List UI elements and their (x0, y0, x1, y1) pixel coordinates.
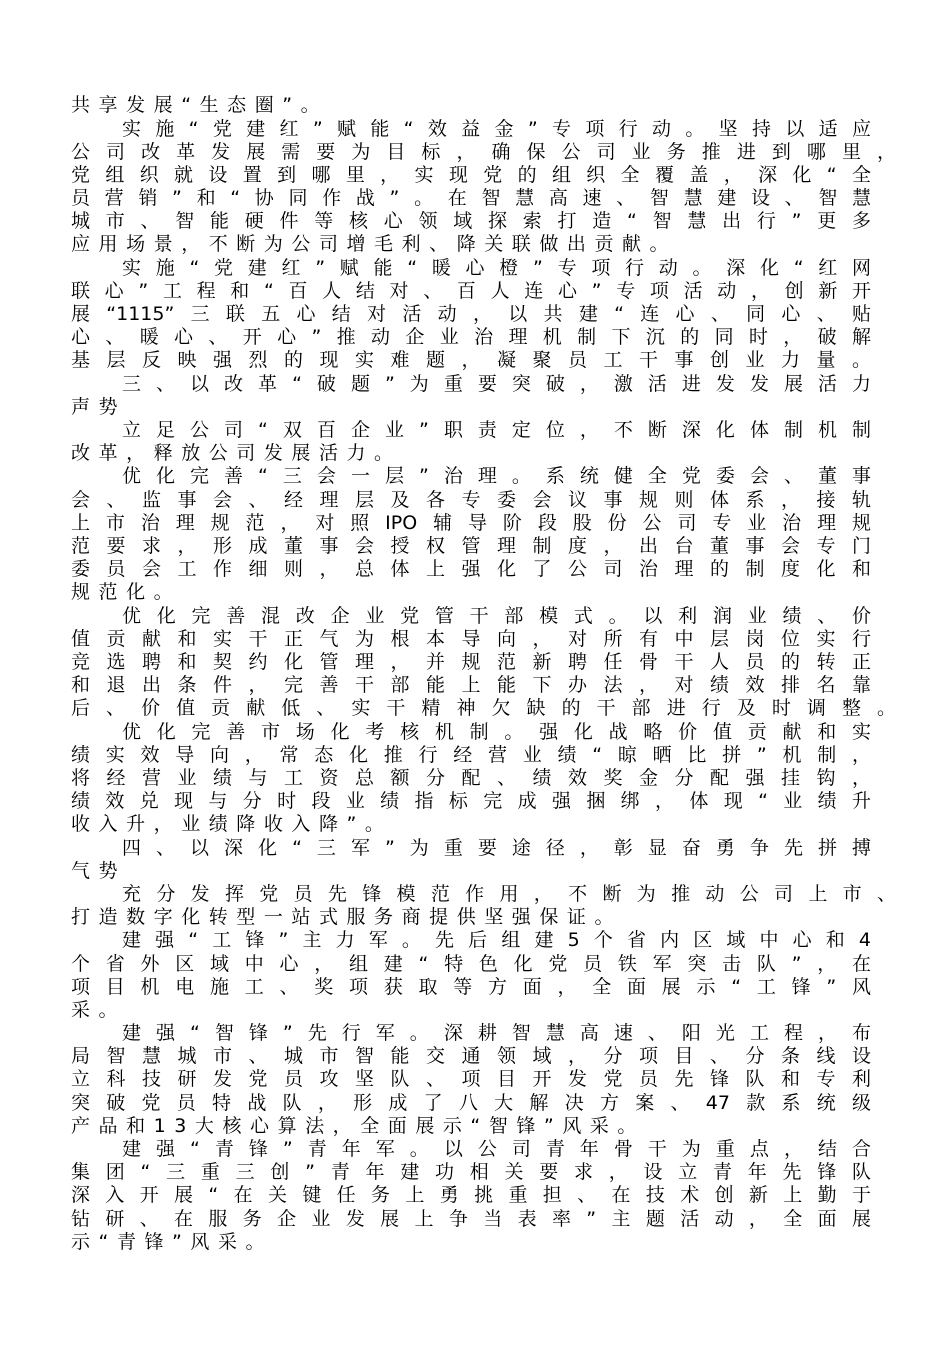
paragraph-line: 会、监事会、经理层及各专委会议事规则体系，接轨 (71, 489, 871, 511)
paragraph-line: 城市、智能硬件等核心领域探索打造“智慧出行”更多 (71, 210, 871, 232)
paragraph-line: 应用场景，不断为公司增毛利、降关联做出贡献。 (71, 233, 678, 255)
paragraph-line: 范要求，形成董事会授权管理制度，出台董事会专门 (71, 535, 871, 557)
section-heading: 三、以改革“破题”为重要突破，激活进发发展活力 (122, 373, 871, 395)
paragraph-line: 建强“青锋”青年军。以公司青年骨干为重点，结合 (122, 1138, 871, 1160)
paragraph-line: 实施“党建红”赋能“暖心橙”专项行动。深化“红网 (122, 257, 871, 279)
paragraph-line: 上市治理规范，对照IPO辅导阶段股份公司专业治理规 (71, 512, 871, 534)
paragraph-line: 公司改革发展需要为目标，确保公司业务推进到哪里， (71, 141, 896, 163)
paragraph-line: 个省外区域中心，组建“特色化党员铁军突击队”，在 (71, 953, 871, 975)
paragraph-line: 将经营业绩与工资总额分配、绩效奖金分配强挂钩， (71, 767, 871, 789)
paragraph-line: 优化完善混改企业党管干部模式。以利润业绩、价 (122, 605, 871, 627)
paragraph-line: 党组织就设置到哪里，实现党的组织全覆盖，深化“全 (71, 164, 871, 186)
paragraph-line: 突破党员特战队，形成了八大解决方案、47款系统级 (71, 1092, 871, 1114)
paragraph-line: 值贡献和实干正气为根本导向，对所有中层岗位实行 (71, 628, 871, 650)
paragraph-line: 共享发展“生态圈”。 (71, 94, 329, 116)
paragraph-line: 局智慧城市、城市智能交通领域，分项目、分条线设 (71, 1045, 871, 1067)
paragraph-line: 集团“三重三创”青年建功相关要求，设立青年先锋队 (71, 1161, 871, 1183)
paragraph-line: 示“青锋”风采。 (71, 1231, 274, 1253)
paragraph-line: 竞选聘和契约化管理，并规范新聘任骨干人员的转正 (71, 651, 871, 673)
paragraph-line: 和退出条件，完善干部能上能下办法，对绩效排名靠 (71, 674, 871, 696)
paragraph-line: 基层反映强烈的现实难题，凝聚员工干事创业力量。 (71, 349, 871, 371)
paragraph-line: 改革，释放公司发展活力。 (71, 442, 402, 464)
paragraph-line: 心、暖心、开心”推动企业治理机制下沉的同时，破解 (71, 326, 871, 348)
paragraph-line: 充分发挥党员先锋模范作用，不断为推动公司上市、 (122, 883, 896, 905)
section-heading: 声势 (71, 396, 127, 418)
paragraph-line: 产品和13大核心算法，全面展示“智锋”风采。 (71, 1115, 645, 1137)
paragraph-line: 打造数字化转型一站式服务商提供坚强保证。 (71, 906, 623, 928)
paragraph-line: 钻研、在服务企业发展上争当表率”主题活动，全面展 (71, 1208, 871, 1230)
paragraph-line: 绩实效导向，常态化推行经营业绩“晾晒比拼”机制， (71, 744, 871, 766)
section-heading: 四、以深化“三军”为重要途径，彰显奋勇争先拼搏 (122, 837, 871, 859)
paragraph-line: 项目机电施工、奖项获取等方面，全面展示“工锋”风 (71, 976, 871, 998)
paragraph-line: 立足公司“双百企业”职责定位，不断深化体制机制 (122, 419, 871, 441)
paragraph-line: 优化完善“三会一层”治理。系统健全党委会、董事 (122, 465, 871, 487)
section-heading: 气势 (71, 860, 127, 882)
paragraph-line: 优化完善市场化考核机制。强化战略价值贡献和实 (122, 721, 871, 743)
paragraph-line: 委员会工作细则，总体上强化了公司治理的制度化和 (71, 558, 871, 580)
paragraph-line: 员营销”和“协同作战”。在智慧高速、智慧建设、智慧 (71, 187, 871, 209)
paragraph-line: 建强“工锋”主力军。先后组建5个省内区域中心和4 (122, 929, 871, 951)
paragraph-line: 展“1115”三联五心结对活动，以共建“连心、同心、贴 (71, 303, 871, 325)
paragraph-line: 规范化。 (71, 581, 182, 603)
paragraph-line: 后、价值贡献低、实干精神欠缺的干部进行及时调整。 (71, 697, 896, 719)
paragraph-line: 实施“党建红”赋能“效益金”专项行动。坚持以适应 (122, 118, 871, 140)
paragraph-line: 采。 (71, 999, 127, 1021)
paragraph-line: 联心”工程和“百人结对、百人连心”专项活动，创新开 (71, 280, 871, 302)
paragraph-line: 绩效兑现与分时段业绩指标完成强捆绑，体现“业绩升 (71, 790, 871, 812)
paragraph-line: 立科技研发党员攻坚队、项目开发党员先锋队和专利 (71, 1068, 871, 1090)
paragraph-line: 收入升，业绩降收入降”。 (71, 813, 393, 835)
paragraph-line: 深入开展“在关键任务上勇挑重担、在技术创新上勤于 (71, 1184, 871, 1206)
paragraph-line: 建强“智锋”先行军。深耕智慧高速、阳光工程，布 (122, 1022, 871, 1044)
